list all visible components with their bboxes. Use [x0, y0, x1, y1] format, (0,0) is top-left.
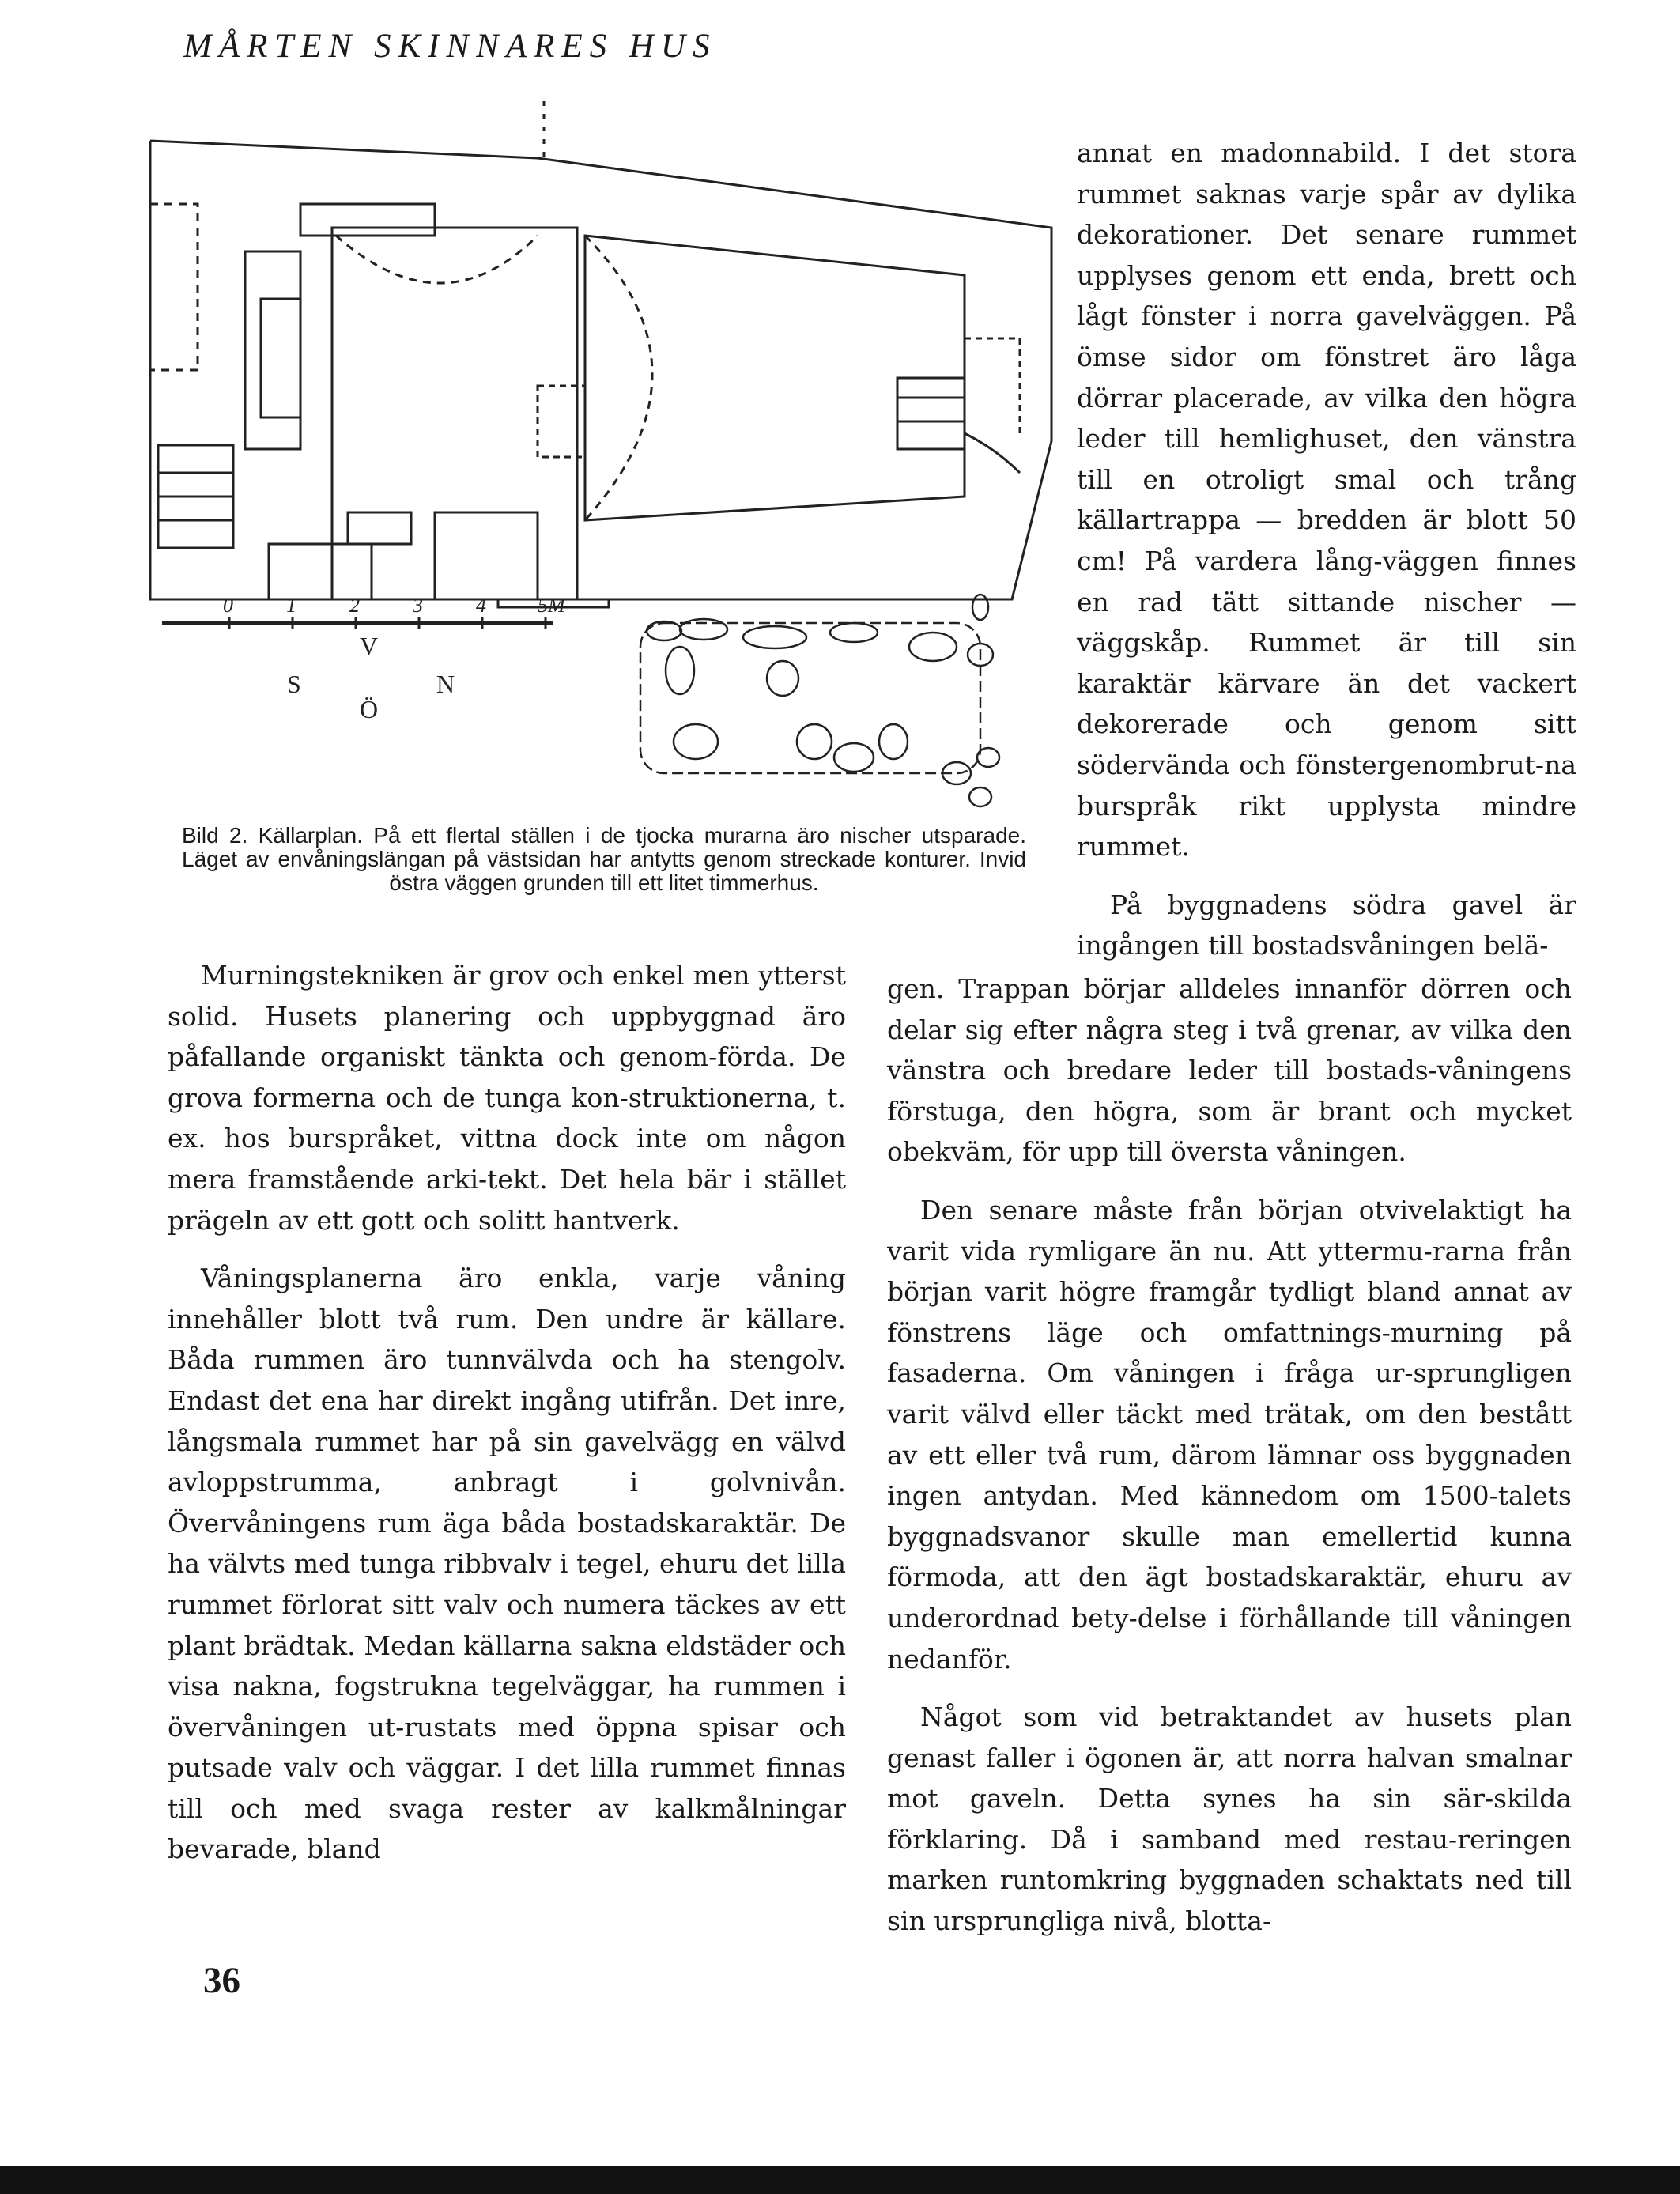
text-column-right-top — [1077, 133, 1576, 966]
scale-label: 5M — [538, 594, 565, 617]
timber-foundation — [640, 595, 999, 806]
scale-label: 4 — [476, 594, 486, 617]
paragraph: Något som vid betraktandet av husets plan genast faller i ögonen är, att norra halvan smalnar mot gaveln. Detta synes ha sin sär-skilda förklaring. Då i samband med restau-reringen marken runtomkring byggnaden schaktats ned till sin ursprungliga nivå, blotta- — [887, 1701, 1572, 1937]
scale-label: 3 — [413, 594, 423, 617]
paragraph: Våningsplanerna äro enkla, varje våning innehåller blott två rum. Den undre är källare. Båda rummen äro tunnvälvda och ha stengolv. Endast det ena har direkt ingång utifrån. Det inre, långsmala rummet har på sin gavelvägg en välvd avloppstrumma, anbragt i golvnivån. Övervåningens rum äga båda bostadskaraktär. De ha välvts med tunga ribbvalv i tegel, ehuru det lilla rummet förlorat sitt valv och numera täckes av ett plant brädtak. Medan källarna sakna eldstäder och visa nakna, fogstrukna tegelväggar, ha rummen i övervåningen ut-rustats med öppna spisar och putsade valv och väggar. I det lilla rummet finnas till och med svaga rester av kalkmålningar bevarade, bland — [168, 1263, 846, 1865]
figure-caption: Bild 2. Källarplan. På ett flertal ställen i de tjocka murarna äro nischer utsparade. Läget av envåningslängan på västsidan har antytts genom streckade konturer. Invid östra väggen grunden till ett litet timmerhus. — [182, 823, 1026, 895]
paragraph: Den senare måste från början otvivelaktigt ha varit vida rymligare än nu. Att yttermu-rarna från början varit högre framgår tydligt bland annat av fönstrens läge och omfattnings-murning på fasaderna. Om våningen i fråga ur-sprungligen varit välvd eller täckt med trätak, om den bestått av ett eller två rum, därom lämnar oss byggnaden ingen antydan. Med kännedom om 1500-talets byggnadsvanor skulle man emellertid kunna förmoda, att den ägt bostadskaraktär, ehuru av underordnad bety-delse i förhållande till våningen nedanför. — [887, 1194, 1572, 1675]
paragraph: Murningstekniken är grov och enkel men ytterst solid. Husets planering och uppbyggnad äro påfallande organiskt tänkta och genom-förda. De grova formerna och de tunga kon-struktionerna, t. ex. hos burspråket, vittna dock inte om någon mera framstående arki-tekt. Det hela bär i stället prägeln av ett gott och solitt hantverk. — [168, 960, 846, 1236]
text-column-right-bottom — [887, 969, 1572, 1942]
scale-label: 1 — [286, 594, 296, 617]
compass-west: S — [287, 670, 301, 698]
paragraph: På byggnadens södra gavel är ingången till bostadsvåningen belä- — [1077, 889, 1576, 961]
compass-east: N — [436, 670, 455, 698]
page-number: 36 — [203, 1960, 240, 2001]
paragraph: gen. Trappan börjar alldeles innanför dörren och delar sig efter några steg i två grenar, av vilka den vänstra och bredare leder till bostads-våningens förstuga, den högra, som är brant och mycket obekväm, för upp till översta våningen. — [887, 973, 1572, 1168]
scale-label: 0 — [223, 594, 233, 617]
scan-border — [0, 2166, 1680, 2194]
cellar-plan-figure — [142, 101, 1059, 813]
compass-south: Ö — [360, 695, 379, 723]
compass-north: V — [360, 632, 379, 660]
running-head: MÅRTEN SKINNARES HUS — [183, 28, 717, 65]
text-column-left — [168, 955, 846, 1870]
outer-wall — [150, 141, 1051, 599]
scale-label: 2 — [349, 594, 360, 617]
paragraph: annat en madonnabild. I det stora rummet saknas varje spår av dylika dekorationer. Det senare rummet upplyses genom ett enda, brett och lågt fönster i norra gavelväggen. På ömse sidor om fönstret äro låga dörrar placerade, av vilka den högra leder till hemlighuset, den vänstra till en otroligt smal och trång källartrappa — bredden är blott 50 cm! På vardera lång-väggen finnes en rad tätt sittande nischer — väggskåp. Rummet är till sin karaktär kärvare än det vackert dekorerade och genom sitt södervända och fönstergenombrut-na burspråk rikt upplysta mindre rummet. — [1077, 138, 1576, 863]
